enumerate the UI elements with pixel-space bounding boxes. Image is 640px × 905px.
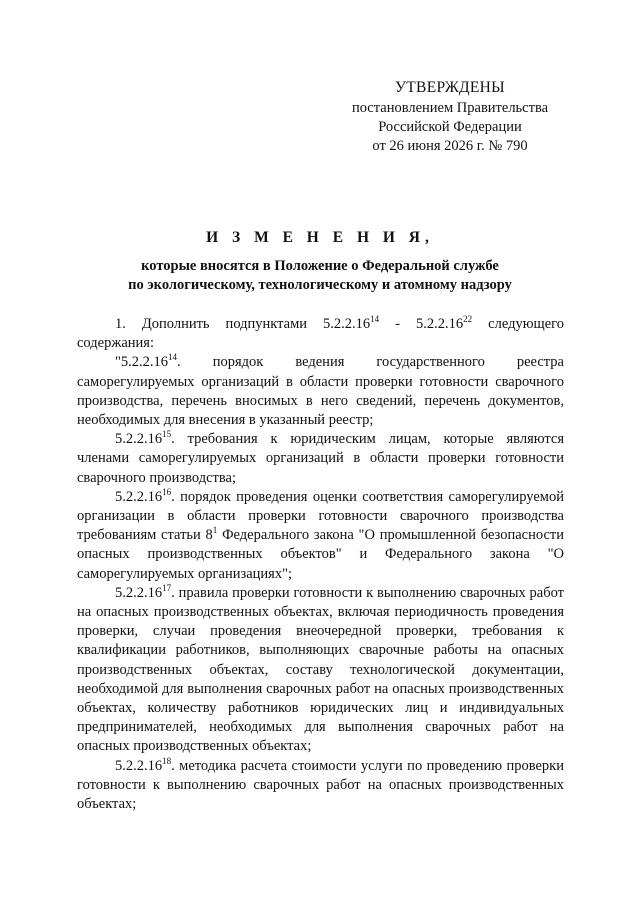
paragraph-4-number: 5.2.2.16 bbox=[115, 488, 163, 505]
paragraph-6-number: 5.2.2.16 bbox=[115, 757, 163, 774]
approval-line-1: постановлением Правительства bbox=[351, 100, 549, 116]
paragraph-6-sup: 18 bbox=[162, 755, 172, 766]
paragraph-4-text-b: Федерального закона "О промышленной безопасности опасных производственных объектов" и Федерального закона "О саморегулируемых организациях"; bbox=[77, 527, 564, 582]
paragraph-5-sup: 17 bbox=[162, 583, 172, 594]
approval-line-2: Российской Федерации bbox=[378, 119, 522, 135]
paragraph-2-sup: 14 bbox=[168, 352, 178, 363]
paragraph-2-number: "5.2.2.16 bbox=[115, 354, 169, 371]
paragraph-5-number: 5.2.2.16 bbox=[115, 584, 163, 601]
document-heading bbox=[70, 229, 570, 295]
paragraph-5-text: . правила проверки готовности к выполнению сварочных работ на опасных производственных объектах, включая периодичность проведения проверки, случаи проведения внеочередной проверки, требования к квалификации работников, выполняющих сварочные работы на опасных производственных объектах, составу технологической документации, необходимой для выполнения сварочных работ на опасных производственных объектах, количеству работников юридических лиц и индивидуальных предпринимателей, необходимых для выполнения сварочных работ на опасных производственных объектах; bbox=[77, 584, 564, 755]
paragraph-5 bbox=[77, 584, 564, 757]
approval-title: УТВЕРЖДЕНЫ bbox=[395, 79, 505, 96]
paragraph-1-sup-2: 22 bbox=[463, 314, 473, 325]
document-subtitle-line-2: по экологическому, технологическому и атомному надзору bbox=[128, 277, 512, 293]
approval-line-3: от 26 июня 2026 г. № 790 bbox=[372, 138, 528, 154]
document-title: И З М Е Н Е Н И Я, bbox=[206, 229, 434, 246]
paragraph-2 bbox=[77, 353, 564, 430]
paragraph-3 bbox=[77, 430, 564, 488]
paragraph-6 bbox=[77, 757, 564, 815]
document-subtitle-line-1: которые вносятся в Положение о Федеральной службе bbox=[141, 258, 499, 274]
paragraph-3-number: 5.2.2.16 bbox=[115, 431, 163, 448]
paragraph-4-text-a: . порядок проведения оценки соответствия саморегулируемой организации в области проверки готовности сварочного производства требованиям статьи 8 bbox=[77, 488, 564, 544]
paragraph-1-sup-1: 14 bbox=[370, 314, 380, 325]
paragraph-4 bbox=[77, 488, 564, 584]
document-body bbox=[77, 315, 564, 814]
paragraph-1-text-c: следующего содержания: bbox=[77, 316, 564, 352]
paragraph-1 bbox=[77, 315, 564, 353]
paragraph-3-text: . требования к юридическим лицам, которые являются членами саморегулируемых организаций в области проверки готовности сварочного производства; bbox=[77, 431, 564, 486]
paragraph-4-sup-2: 1 bbox=[212, 525, 218, 536]
paragraph-6-text: . методика расчета стоимости услуги по проведению проверки готовности к выполнению сварочных работ на опасных производственных объектах; bbox=[77, 757, 564, 813]
paragraph-2-text: . порядок ведения государственного реестра саморегулируемых организаций в области проверки готовности сварочного производства, перечень вносимых в него сведений, перечень документов, необходимых для внесения в указанный реестр; bbox=[77, 354, 564, 429]
approval-block bbox=[320, 78, 580, 156]
paragraph-1-text-b: - 5.2.2.16 bbox=[379, 316, 464, 332]
paragraph-3-sup: 15 bbox=[162, 429, 172, 440]
paragraph-1-text-a: 1. Дополнить подпунктами 5.2.2.16 bbox=[115, 316, 371, 332]
paragraph-4-sup: 16 bbox=[162, 487, 172, 497]
